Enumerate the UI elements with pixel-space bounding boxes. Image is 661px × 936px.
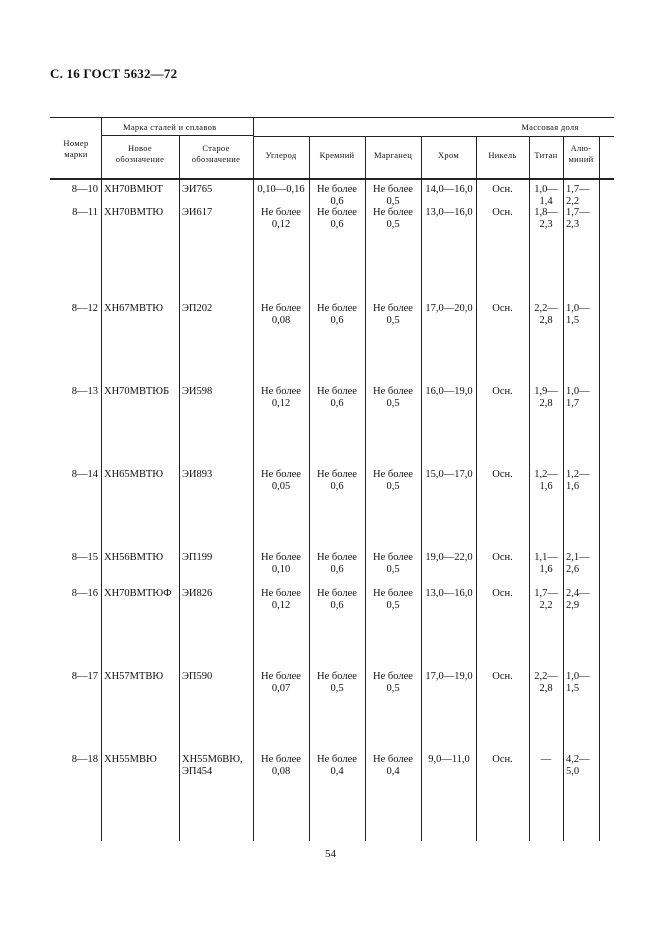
cell-mark-number: 8—15 [71, 552, 98, 563]
cell-aluminium: 1,7— 2,3 [566, 207, 590, 230]
cell-aluminium: 1,0— 1,7 [566, 386, 590, 409]
cell-mark-number: 8—14 [71, 469, 98, 480]
header-manganese: Марганец [373, 150, 413, 160]
header-mark-number: Номер марки [63, 138, 89, 159]
cell-aluminium: 4,2— 5,0 [566, 754, 590, 777]
page-number: 54 [325, 848, 336, 860]
cell-aluminium: 1,2— 1,6 [566, 469, 590, 492]
cell-nickel: Осн. [492, 184, 513, 195]
col-divider [179, 136, 180, 841]
cell-new-designation: ХН55МВЮ [104, 754, 157, 765]
cell-mark-number: 8—10 [71, 184, 98, 195]
cell-silicon: Не более 0,6 [317, 469, 357, 492]
header-mass-fraction-group: Массовая доля [521, 122, 579, 132]
cell-silicon: Не более 0,4 [317, 754, 357, 777]
cell-new-designation: ХН56ВМТЮ [104, 552, 164, 563]
cell-manganese: Не более 0,5 [373, 469, 413, 492]
cell-nickel: Осн. [492, 552, 513, 563]
cell-nickel: Осн. [492, 386, 513, 397]
header-nickel: Никель [488, 150, 517, 160]
cell-nickel: Осн. [492, 588, 513, 599]
cell-nickel: Осн. [492, 207, 513, 218]
cell-mark-number: 8—17 [71, 671, 98, 682]
cell-carbon: Не более 0,08 [261, 303, 301, 326]
cell-carbon: Не более 0,12 [261, 386, 301, 409]
cell-titanium: 1,0— 1,4 [534, 184, 558, 207]
cell-titanium: 1,9— 2,8 [534, 386, 558, 409]
header-new-designation: Новое обозначение [115, 143, 165, 164]
cell-titanium: — [540, 754, 552, 765]
header-aluminium: Алю- миний [568, 143, 594, 164]
cell-mark-number: 8—16 [71, 588, 98, 599]
cell-old-designation: ЭП590 [182, 671, 213, 682]
cell-manganese: Не более 0,5 [373, 552, 413, 575]
cell-manganese: Не более 0,5 [373, 588, 413, 611]
cell-carbon: Не более 0,10 [261, 552, 301, 575]
cell-silicon: Не более 0,6 [317, 386, 357, 409]
cell-silicon: Не более 0,6 [317, 552, 357, 575]
cell-chromium: 19,0—22,0 [425, 552, 473, 563]
col-divider [563, 136, 564, 841]
cell-carbon: Не более 0,12 [261, 207, 301, 230]
table-top-rule [50, 117, 614, 118]
cell-nickel: Осн. [492, 303, 513, 314]
cell-old-designation: ХН55М6ВЮ, ЭП454 [182, 754, 243, 777]
cell-old-designation: ЭИ598 [182, 386, 213, 397]
cell-chromium: 13,0—16,0 [425, 588, 473, 599]
cell-chromium: 16,0—19,0 [425, 386, 473, 397]
cell-carbon: 0,10—0,16 [257, 184, 305, 195]
cell-nickel: Осн. [492, 754, 513, 765]
cell-silicon: Не более 0,5 [317, 671, 357, 694]
col-divider [101, 117, 102, 841]
header-silicon: Кремний [319, 150, 355, 160]
cell-nickel: Осн. [492, 469, 513, 480]
cell-manganese: Не более 0,4 [373, 754, 413, 777]
cell-new-designation: ХН70ВМТЮ [104, 207, 164, 218]
cell-old-designation: ЭП202 [182, 303, 213, 314]
cell-silicon: Не более 0,6 [317, 303, 357, 326]
cell-aluminium: 2,4— 2,9 [566, 588, 590, 611]
cell-titanium: 2,2— 2,8 [534, 671, 558, 694]
header-carbon: Углерод [265, 150, 297, 160]
cell-silicon: Не более 0,6 [317, 207, 357, 230]
cell-chromium: 15,0—17,0 [425, 469, 473, 480]
header-old-designation: Старое обозначение [191, 143, 241, 164]
cell-manganese: Не более 0,5 [373, 386, 413, 409]
cell-manganese: Не более 0,5 [373, 671, 413, 694]
col-divider [476, 136, 477, 841]
cell-mark-number: 8—11 [72, 207, 98, 218]
cell-chromium: 13,0—16,0 [425, 207, 473, 218]
cell-titanium: 1,8— 2,3 [534, 207, 558, 230]
cell-titanium: 1,2— 1,6 [534, 469, 558, 492]
cell-chromium: 17,0—19,0 [425, 671, 473, 682]
cell-old-designation: ЭИ617 [182, 207, 213, 218]
header-chromium: Хром [437, 150, 460, 160]
cell-old-designation: ЭП199 [182, 552, 213, 563]
cell-silicon: Не более 0,6 [317, 184, 357, 207]
cell-titanium: 1,7— 2,2 [534, 588, 558, 611]
cell-manganese: Не более 0,5 [373, 184, 413, 207]
cell-carbon: Не более 0,07 [261, 671, 301, 694]
cell-old-designation: ЭИ765 [182, 184, 213, 195]
cell-new-designation: ХН70ВМТЮФ [104, 588, 172, 599]
cell-chromium: 17,0—20,0 [425, 303, 473, 314]
header-titanium: Титан [534, 150, 558, 160]
cell-titanium: 2,2— 2,8 [534, 303, 558, 326]
cell-carbon: Не более 0,05 [261, 469, 301, 492]
cell-aluminium: 2,1— 2,6 [566, 552, 590, 575]
cell-old-designation: ЭИ826 [182, 588, 213, 599]
cell-new-designation: ХН57МТВЮ [104, 671, 164, 682]
cell-nickel: Осн. [492, 671, 513, 682]
header-grade-group: Марка сталей и сплавов [123, 122, 217, 132]
header-group-rule-right [253, 136, 614, 137]
cell-aluminium: 1,0— 1,5 [566, 303, 590, 326]
cell-new-designation: ХН70ВМЮТ [104, 184, 163, 195]
cell-aluminium: 1,0— 1,5 [566, 671, 590, 694]
cell-manganese: Не более 0,5 [373, 303, 413, 326]
cell-titanium: 1,1— 1,6 [534, 552, 558, 575]
cell-old-designation: ЭИ893 [182, 469, 213, 480]
cell-manganese: Не более 0,5 [373, 207, 413, 230]
header-group-rule [101, 135, 253, 136]
cell-mark-number: 8—13 [71, 386, 98, 397]
col-divider [421, 136, 422, 841]
cell-chromium: 14,0—16,0 [425, 184, 473, 195]
cell-carbon: Не более 0,12 [261, 588, 301, 611]
cell-silicon: Не более 0,6 [317, 588, 357, 611]
cell-new-designation: ХН70МВТЮБ [104, 386, 170, 397]
cell-new-designation: ХН67МВТЮ [104, 303, 164, 314]
cell-carbon: Не более 0,08 [261, 754, 301, 777]
page-title: С. 16 ГОСТ 5632—72 [50, 66, 178, 81]
cell-new-designation: ХН65МВТЮ [104, 469, 164, 480]
cell-chromium: 9,0—11,0 [428, 754, 470, 765]
cell-mark-number: 8—12 [71, 303, 98, 314]
cell-aluminium: 1,7— 2,2 [566, 184, 590, 207]
cell-mark-number: 8—18 [71, 754, 98, 765]
